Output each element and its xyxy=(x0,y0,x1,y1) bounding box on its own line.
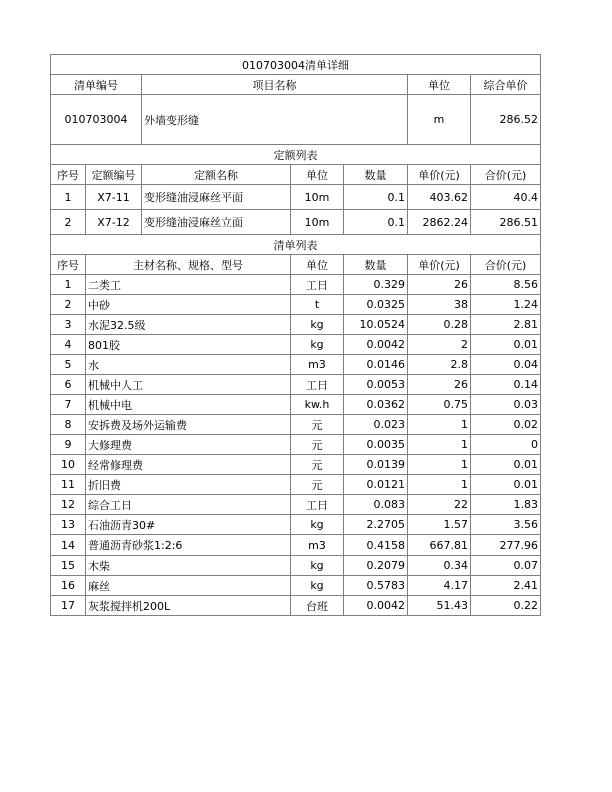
cell-unit: kg xyxy=(291,576,344,596)
quota-section-title: 定额列表 xyxy=(51,145,541,165)
cell-index: 3 xyxy=(51,315,86,335)
cell-index: 13 xyxy=(51,515,86,535)
cell-index: 14 xyxy=(51,535,86,556)
cell-index: 5 xyxy=(51,355,86,375)
quota-col-header: 定额编号 xyxy=(86,165,142,185)
cell-quantity: 0.329 xyxy=(344,275,408,295)
quota-col-header: 定额名称 xyxy=(142,165,291,185)
table-row xyxy=(51,515,541,535)
cell-material-name: 水泥32.5级 xyxy=(86,315,291,335)
cell-index: 4 xyxy=(51,335,86,355)
cell-unit: 工日 xyxy=(291,375,344,395)
cell-quota-code: X7-12 xyxy=(86,210,142,235)
cell-quantity: 0.5783 xyxy=(344,576,408,596)
cell-total: 2.41 xyxy=(471,576,541,596)
cell-quantity: 0.0035 xyxy=(344,435,408,455)
col-header-price: 综合单价 xyxy=(471,75,541,95)
cell-quantity: 0.0042 xyxy=(344,596,408,616)
cell-unit: 元 xyxy=(291,415,344,435)
cell-unit: 元 xyxy=(291,435,344,455)
table-row xyxy=(51,315,541,335)
cell-unit: 台班 xyxy=(291,596,344,616)
table-row xyxy=(51,455,541,475)
cell-index: 1 xyxy=(51,185,86,210)
cell-index: 8 xyxy=(51,415,86,435)
cell-unit: m3 xyxy=(291,355,344,375)
cell-material-name: 二类工 xyxy=(86,275,291,295)
table-row xyxy=(51,576,541,596)
cell-material-name: 大修理费 xyxy=(86,435,291,455)
cell-unit-price: 2.8 xyxy=(408,355,471,375)
cell-unit: kg xyxy=(291,556,344,576)
cell-material-name: 普通沥青砂浆1:2:6 xyxy=(86,535,291,556)
cell-index: 12 xyxy=(51,495,86,515)
cell-quantity: 0.4158 xyxy=(344,535,408,556)
cell-quota-name: 变形缝油浸麻丝立面 xyxy=(142,210,291,235)
cell-material-name: 经常修理费 xyxy=(86,455,291,475)
quota-col-header: 序号 xyxy=(51,165,86,185)
cell-material-name: 折旧费 xyxy=(86,475,291,495)
cell-index: 7 xyxy=(51,395,86,415)
cell-total: 0.02 xyxy=(471,415,541,435)
cell-index: 2 xyxy=(51,295,86,315)
cell-unit-price: 26 xyxy=(408,275,471,295)
cell-total: 1.24 xyxy=(471,295,541,315)
table-row xyxy=(51,556,541,576)
cell-material-name: 综合工日 xyxy=(86,495,291,515)
cell-unit-price: 1 xyxy=(408,475,471,495)
cell-total: 0.01 xyxy=(471,335,541,355)
cell-unit-price: 2 xyxy=(408,335,471,355)
cell-unit: 元 xyxy=(291,475,344,495)
cell-index: 15 xyxy=(51,556,86,576)
cell-index: 16 xyxy=(51,576,86,596)
table-row xyxy=(51,275,541,295)
table-row xyxy=(51,415,541,435)
table-row xyxy=(51,535,541,556)
bill-price: 286.52 xyxy=(471,95,541,145)
cell-quantity: 2.2705 xyxy=(344,515,408,535)
cell-quantity: 0.0362 xyxy=(344,395,408,415)
cell-unit: kg xyxy=(291,515,344,535)
cell-unit-price: 26 xyxy=(408,375,471,395)
cell-unit: t xyxy=(291,295,344,315)
quota-col-header: 单价(元) xyxy=(408,165,471,185)
cell-index: 11 xyxy=(51,475,86,495)
cell-unit-price: 0.34 xyxy=(408,556,471,576)
quota-col-header: 单位 xyxy=(291,165,344,185)
cell-quantity: 0.0325 xyxy=(344,295,408,315)
quota-table xyxy=(50,144,541,235)
cell-material-name: 机械中电 xyxy=(86,395,291,415)
bill-code: 010703004 xyxy=(51,95,142,145)
cell-total: 0.03 xyxy=(471,395,541,415)
table-row xyxy=(51,185,541,210)
cell-index: 17 xyxy=(51,596,86,616)
cell-unit-price: 4.17 xyxy=(408,576,471,596)
table-row xyxy=(51,335,541,355)
col-header-code: 清单编号 xyxy=(51,75,142,95)
cell-unit-price: 1 xyxy=(408,455,471,475)
cell-total: 1.83 xyxy=(471,495,541,515)
cell-unit: 10m xyxy=(291,210,344,235)
cell-material-name: 801胶 xyxy=(86,335,291,355)
table-row xyxy=(51,295,541,315)
cell-total: 0.04 xyxy=(471,355,541,375)
table-row xyxy=(51,495,541,515)
cell-unit: 工日 xyxy=(291,495,344,515)
bill-unit: m xyxy=(408,95,471,145)
cell-total: 0.01 xyxy=(471,455,541,475)
cell-total: 2.81 xyxy=(471,315,541,335)
cell-index: 1 xyxy=(51,275,86,295)
cell-total: 277.96 xyxy=(471,535,541,556)
cell-total: 3.56 xyxy=(471,515,541,535)
cell-unit: kg xyxy=(291,335,344,355)
cell-quantity: 0.2079 xyxy=(344,556,408,576)
materials-col-header: 单位 xyxy=(291,255,344,275)
cell-unit: 元 xyxy=(291,455,344,475)
cell-unit-price: 0.28 xyxy=(408,315,471,335)
cell-total: 0.07 xyxy=(471,556,541,576)
cell-quantity: 0.083 xyxy=(344,495,408,515)
cell-unit: kw.h xyxy=(291,395,344,415)
quota-col-header: 数量 xyxy=(344,165,408,185)
table-row xyxy=(51,395,541,415)
materials-section-title: 清单列表 xyxy=(51,235,541,255)
cell-quantity: 0.1 xyxy=(344,210,408,235)
table-row xyxy=(51,355,541,375)
cell-material-name: 中砂 xyxy=(86,295,291,315)
cell-total: 0.01 xyxy=(471,475,541,495)
cell-material-name: 安拆费及场外运输费 xyxy=(86,415,291,435)
bill-detail-table xyxy=(50,54,541,145)
cell-quantity: 0.023 xyxy=(344,415,408,435)
cell-unit-price: 1 xyxy=(408,435,471,455)
col-header-name: 项目名称 xyxy=(142,75,408,95)
table-row xyxy=(51,435,541,455)
table-row xyxy=(51,375,541,395)
cell-quota-name: 变形缝油浸麻丝平面 xyxy=(142,185,291,210)
col-header-unit: 单位 xyxy=(408,75,471,95)
quota-col-header: 合价(元) xyxy=(471,165,541,185)
cell-quota-code: X7-11 xyxy=(86,185,142,210)
cell-material-name: 水 xyxy=(86,355,291,375)
cell-total: 8.56 xyxy=(471,275,541,295)
cell-total: 0.22 xyxy=(471,596,541,616)
cell-unit-price: 22 xyxy=(408,495,471,515)
materials-col-header: 序号 xyxy=(51,255,86,275)
cell-total: 0.14 xyxy=(471,375,541,395)
cell-unit-price: 667.81 xyxy=(408,535,471,556)
cell-material-name: 机械中人工 xyxy=(86,375,291,395)
cell-material-name: 灰浆搅拌机200L xyxy=(86,596,291,616)
page-title: 010703004清单详细 xyxy=(51,55,541,75)
cell-unit-price: 1.57 xyxy=(408,515,471,535)
cell-unit-price: 2862.24 xyxy=(408,210,471,235)
table-row xyxy=(51,596,541,616)
cell-material-name: 木柴 xyxy=(86,556,291,576)
cell-unit: 10m xyxy=(291,185,344,210)
materials-table xyxy=(50,234,541,616)
cell-index: 2 xyxy=(51,210,86,235)
cell-total: 0 xyxy=(471,435,541,455)
cell-total: 286.51 xyxy=(471,210,541,235)
cell-quantity: 0.0053 xyxy=(344,375,408,395)
cell-index: 9 xyxy=(51,435,86,455)
cell-index: 10 xyxy=(51,455,86,475)
cell-total: 40.4 xyxy=(471,185,541,210)
cell-unit: m3 xyxy=(291,535,344,556)
cell-unit: kg xyxy=(291,315,344,335)
cell-quantity: 0.0146 xyxy=(344,355,408,375)
table-row xyxy=(51,210,541,235)
cell-unit-price: 51.43 xyxy=(408,596,471,616)
table-row xyxy=(51,475,541,495)
materials-col-header: 合价(元) xyxy=(471,255,541,275)
cell-material-name: 石油沥青30# xyxy=(86,515,291,535)
cell-quantity: 10.0524 xyxy=(344,315,408,335)
materials-col-header: 主材名称、规格、型号 xyxy=(86,255,291,275)
cell-unit-price: 0.75 xyxy=(408,395,471,415)
cell-quantity: 0.0121 xyxy=(344,475,408,495)
cell-index: 6 xyxy=(51,375,86,395)
bill-name: 外墙变形缝 xyxy=(142,95,408,145)
cell-unit-price: 403.62 xyxy=(408,185,471,210)
cell-quantity: 0.0139 xyxy=(344,455,408,475)
cell-unit-price: 38 xyxy=(408,295,471,315)
materials-col-header: 单价(元) xyxy=(408,255,471,275)
cell-quantity: 0.1 xyxy=(344,185,408,210)
materials-col-header: 数量 xyxy=(344,255,408,275)
cell-unit-price: 1 xyxy=(408,415,471,435)
cell-material-name: 麻丝 xyxy=(86,576,291,596)
cell-unit: 工日 xyxy=(291,275,344,295)
cell-quantity: 0.0042 xyxy=(344,335,408,355)
